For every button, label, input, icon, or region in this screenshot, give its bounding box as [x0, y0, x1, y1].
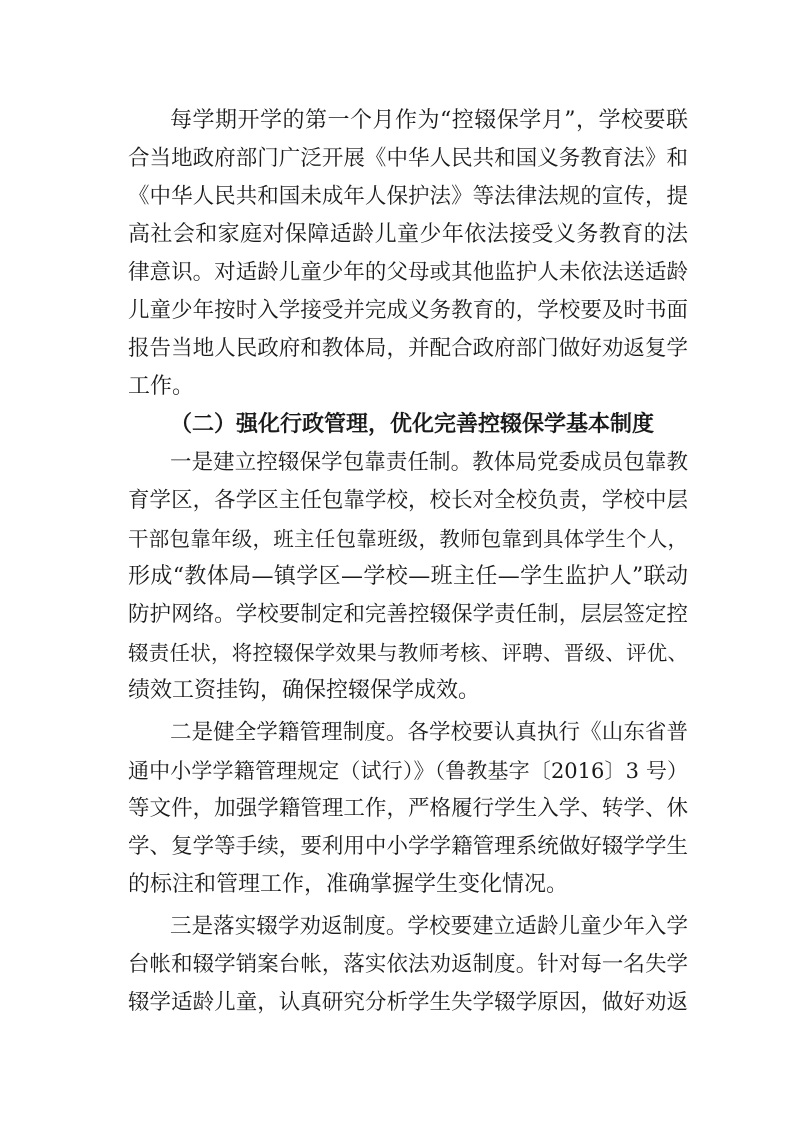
- paragraph-1-line-4: 高社会和家庭对保障适龄儿童少年依法接受义务教育的法: [128, 222, 688, 247]
- paragraph-2-line-7: 绩效工资挂钩，确保控辍保学成效。: [128, 678, 481, 703]
- paragraph-3-line-5: 的标注和管理工作，准确掌握学生变化情况。: [128, 872, 569, 897]
- paragraph-3-line-2: 通中小学学籍管理规定（试行）》（鲁教基字〔2016〕3 号）: [128, 759, 688, 783]
- paragraph-2-line-4: 形成“教体局—镇学区—学校—班主任—学生监护人”联动: [128, 564, 688, 589]
- paragraph-4-line-1: 三是落实辍学劝返制度。学校要建立适龄儿童少年入学: [170, 914, 688, 939]
- paragraph-2-line-2: 育学区，各学区主任包靠学校，校长对全校负责，学校中层: [128, 488, 688, 513]
- paragraph-1-line-8: 工作。: [128, 374, 195, 399]
- paragraph-1-line-2: 合当地政府部门广泛开展《中华人民共和国义务教育法》和: [128, 146, 688, 171]
- paragraph-2-line-1: 一是建立控辍保学包靠责任制。教体局党委成员包靠教: [170, 450, 688, 475]
- paragraph-1-line-7: 报告当地人民政府和教体局，并配合政府部门做好劝返复学: [128, 336, 688, 361]
- paragraph-2-line-5: 防护网络。学校要制定和完善控辍保学责任制，层层签定控: [128, 602, 688, 627]
- section-heading: （二）强化行政管理，优化完善控辍保学基本制度: [170, 412, 655, 437]
- paragraph-1-line-5: 律意识。对适龄儿童少年的父母或其他监护人未依法送适龄: [128, 260, 688, 285]
- paragraph-1-line-3: 《中华人民共和国未成年人保护法》等法律法规的宣传，提: [128, 184, 688, 209]
- paragraph-1-line-6: 儿童少年按时入学接受并完成义务教育的，学校要及时书面: [128, 298, 688, 323]
- paragraph-3-line-1: 二是健全学籍管理制度。各学校要认真执行《山东省普: [170, 720, 688, 745]
- paragraph-2-line-6: 辍责任状，将控辍保学效果与教师考核、评聘、晋级、评优、: [128, 641, 688, 665]
- paragraph-2-line-3: 干部包靠年级，班主任包靠班级，教师包靠到具体学生个人，: [128, 527, 688, 551]
- paragraph-4-line-3: 辍学适龄儿童，认真研究分析学生失学辍学原因，做好劝返: [128, 990, 688, 1015]
- paragraph-3-line-3: 等文件，加强学籍管理工作，严格履行学生入学、转学、休: [128, 796, 688, 821]
- paragraph-3-line-4: 学、复学等手续，要利用中小学学籍管理系统做好辍学学生: [128, 834, 688, 859]
- paragraph-4-line-2: 台帐和辍学销案台帐，落实依法劝返制度。针对每一名失学: [128, 952, 688, 977]
- paragraph-1-line-1: 每学期开学的第一个月作为“控辍保学月”，学校要联: [170, 108, 688, 133]
